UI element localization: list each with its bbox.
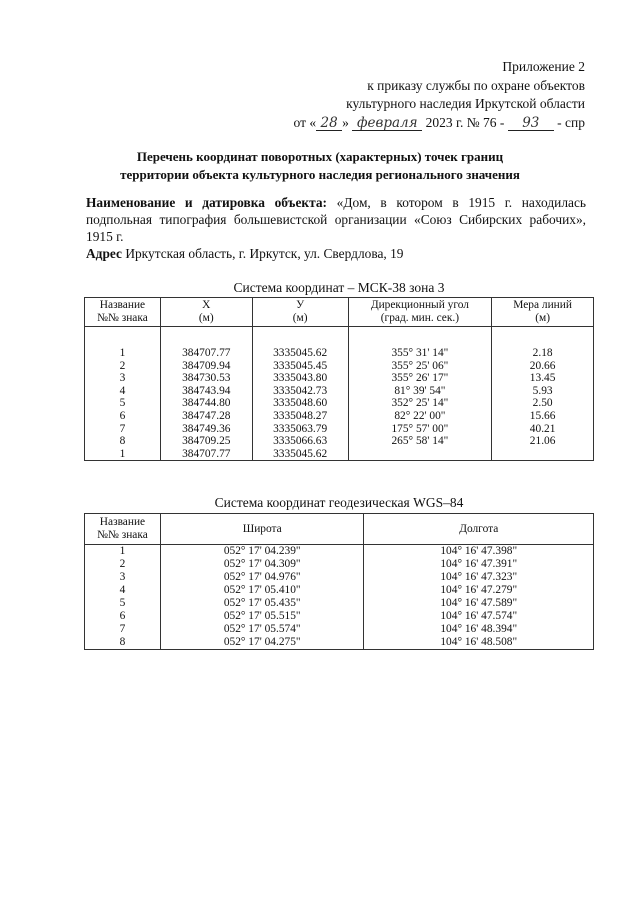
document-title [40, 148, 600, 184]
table1-header-name: Название №№ знака [85, 298, 161, 327]
wgs84-coordinates-table [84, 513, 594, 650]
appendix-line-2: к приказу службы по охране объектов [367, 77, 585, 93]
table1-header-y: У (м) [252, 298, 348, 327]
object-description [86, 194, 586, 245]
table-row: 4 384743.94 3335042.73 81° 39' 54" 5.93 [85, 385, 594, 398]
order-month-handwritten: февраля [352, 117, 422, 131]
table1-spacer-row [85, 327, 594, 348]
table-row: 6 052° 17' 05.515" 104° 16' 47.574" [85, 610, 594, 623]
appendix-line-3: культурного наследия Иркутской области [346, 96, 585, 111]
order-mid: » [342, 114, 349, 130]
table1-header-measure: Мера линий (м) [492, 298, 594, 327]
table-row: 7 384749.36 3335063.79 175° 57' 00" 40.21 [85, 423, 594, 436]
appendix-line-1: Приложение 2 [502, 59, 585, 74]
order-suffix: - спр [557, 114, 585, 130]
order-day-handwritten: 28 [316, 117, 342, 131]
appendix-order-line [294, 114, 585, 133]
appendix-header [294, 58, 585, 132]
table1-header-angle: Дирекционный угол (град. мин. сек.) [348, 298, 492, 327]
table-row: 4 052° 17' 05.410" 104° 16' 47.279" [85, 584, 594, 597]
table-row: 1 384707.77 3335045.62 [85, 448, 594, 461]
table1-caption: Система координат – МСК-38 зона 3 [233, 280, 445, 295]
table-row: 3 052° 17' 04.976" 104° 16' 47.323" [85, 571, 594, 584]
object-description-label: Наименование и датировка объекта: [86, 195, 328, 210]
order-year-number: 2023 г. № 76 - [425, 114, 505, 130]
title-line-1: Перечень координат поворотных (характерных) точек границ [136, 149, 504, 164]
address-label: Адрес [86, 246, 122, 261]
address-text: Иркутская область, г. Иркутск, ул. Свердлова, 19 [125, 246, 404, 261]
table2-header-row [85, 514, 594, 545]
table-row: 1 384707.77 3335045.62 355° 31' 14" 2.18 [85, 347, 594, 360]
table2-caption: Система координат геодезическая WGS–84 [214, 495, 464, 510]
table-row: 6 384747.28 3335048.27 82° 22' 00" 15.66 [85, 410, 594, 423]
table1-header-row [85, 298, 594, 327]
table-row: 2 052° 17' 04.309" 104° 16' 47.391" [85, 558, 594, 571]
table2-header-lon: Долгота [364, 514, 594, 545]
table-row: 1 052° 17' 04.239" 104° 16' 47.398" [85, 545, 594, 559]
title-line-2: территории объекта культурного наследия регионального значения [120, 167, 520, 182]
order-number-handwritten: 93 [508, 117, 554, 131]
table2-header-name: Название №№ знака [85, 514, 161, 545]
msk38-coordinates-table [84, 297, 594, 461]
order-prefix: от « [293, 114, 317, 130]
table2-header-lat: Широта [160, 514, 364, 545]
table-row: 5 052° 17' 05.435" 104° 16' 47.589" [85, 597, 594, 610]
table-row: 3 384730.53 3335043.80 355° 26' 17" 13.45 [85, 372, 594, 385]
table-row: 7 052° 17' 05.574" 104° 16' 48.394" [85, 623, 594, 636]
table1-header-x: X (м) [160, 298, 252, 327]
object-address [86, 245, 586, 262]
table-row: 8 052° 17' 04.275" 104° 16' 48.508" [85, 636, 594, 650]
object-description-text: «Дом, в котором в 1915 г. находилась подпольная типография большевистской организации «Союз Сибирских рабочих», 1915 г. [86, 195, 586, 244]
table-row: 5 384744.80 3335048.60 352° 25' 14" 2.50 [85, 397, 594, 410]
table-row: 8 384709.25 3335066.63 265° 58' 14" 21.06 [85, 435, 594, 448]
table-row: 2 384709.94 3335045.45 355° 25' 06" 20.66 [85, 360, 594, 373]
